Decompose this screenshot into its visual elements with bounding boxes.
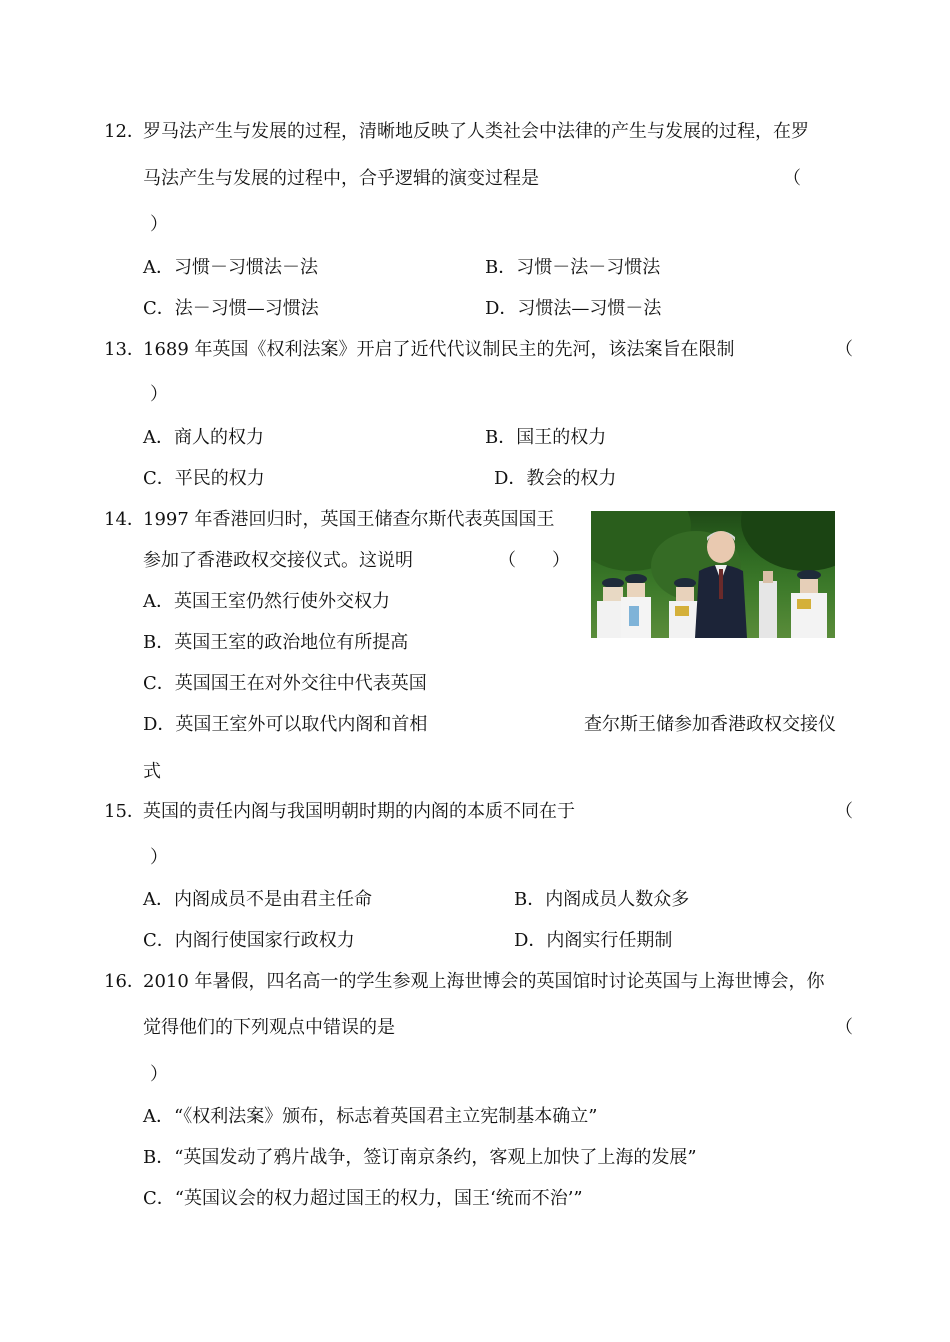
- q13-option-a: A．商人的权力: [143, 427, 264, 448]
- q15-option-c: C．内阁行使国家行政权力: [143, 930, 355, 951]
- q16-option-c: C．“英国议会的权力超过国王的权力，国王‘统而不治’”: [143, 1188, 583, 1209]
- q14-answer-paren: （ ）: [498, 550, 570, 571]
- q13-answer-paren-close: ）: [150, 384, 168, 405]
- q16-number: 16．: [104, 971, 145, 992]
- q12-option-b: B．习惯－法－习惯法: [485, 257, 661, 278]
- q15-number: 15．: [104, 801, 145, 822]
- q15-answer-paren-open: （: [835, 801, 853, 822]
- q14-stem-line2: 参加了香港政权交接仪式。这说明: [143, 550, 413, 571]
- photo-caption-line1: 查尔斯王储参加香港政权交接仪: [584, 714, 836, 735]
- q12-option-d: D．习惯法—习惯－法: [485, 298, 662, 319]
- q13-stem-line1: 1689 年英国《权利法案》开启了近代代议制民主的先河，该法案旨在限制: [143, 339, 735, 360]
- q12-option-a: A．习惯－习惯法－法: [143, 257, 318, 278]
- q14-number: 14．: [104, 509, 145, 530]
- q12-answer-paren-open: （: [783, 168, 801, 189]
- q14-option-b: B．英国王室的政治地位有所提高: [143, 632, 409, 653]
- q15-answer-paren-close: ）: [150, 847, 168, 868]
- q16-answer-paren-close: ）: [150, 1064, 168, 1085]
- q13-number: 13．: [104, 339, 145, 360]
- q12-stem-line2: 马法产生与发展的过程中，合乎逻辑的演变过程是: [143, 168, 539, 189]
- q14-option-a: A．英国王室仍然行使外交权力: [143, 591, 390, 612]
- q13-option-c: C．平民的权力: [143, 468, 265, 489]
- q14-stem-line1: 1997 年香港回归时，英国王储查尔斯代表英国国王: [143, 509, 555, 530]
- q15-option-d: D．内阁实行任期制: [514, 930, 673, 951]
- q14-option-d: D．英国王室外可以取代内阁和首相: [143, 714, 428, 735]
- q13-answer-paren-open: （: [835, 339, 853, 360]
- q15-option-a: A．内阁成员不是由君主任命: [143, 889, 372, 910]
- q16-stem-line2: 觉得他们的下列观点中错误的是: [143, 1017, 395, 1038]
- q13-option-d: D．教会的权力: [494, 468, 617, 489]
- q12-number: 12．: [104, 121, 145, 142]
- q12-stem-line1: 罗马法产生与发展的过程，清晰地反映了人类社会中法律的产生与发展的过程，在罗: [143, 121, 809, 142]
- q14-option-c: C．英国国王在对外交往中代表英国: [143, 673, 427, 694]
- handover-ceremony-photo: [591, 511, 835, 638]
- q12-answer-paren-close: ）: [150, 214, 168, 235]
- photo-caption-line2: 式: [143, 761, 161, 782]
- q16-stem-line1: 2010 年暑假，四名高一的学生参观上海世博会的英国馆时讨论英国与上海世博会，你: [143, 971, 825, 992]
- q16-option-b: B．“英国发动了鸦片战争，签订南京条约，客观上加快了上海的发展”: [143, 1147, 697, 1168]
- q16-answer-paren-open: （: [835, 1017, 853, 1038]
- q13-option-b: B．国王的权力: [485, 427, 607, 448]
- q15-option-b: B．内阁成员人数众多: [514, 889, 690, 910]
- q15-stem-line1: 英国的责任内阁与我国明朝时期的内阁的本质不同在于: [143, 801, 575, 822]
- q12-option-c: C．法－习惯—习惯法: [143, 298, 319, 319]
- q16-option-a: A．“《权利法案》颁布，标志着英国君主立宪制基本确立”: [143, 1106, 598, 1127]
